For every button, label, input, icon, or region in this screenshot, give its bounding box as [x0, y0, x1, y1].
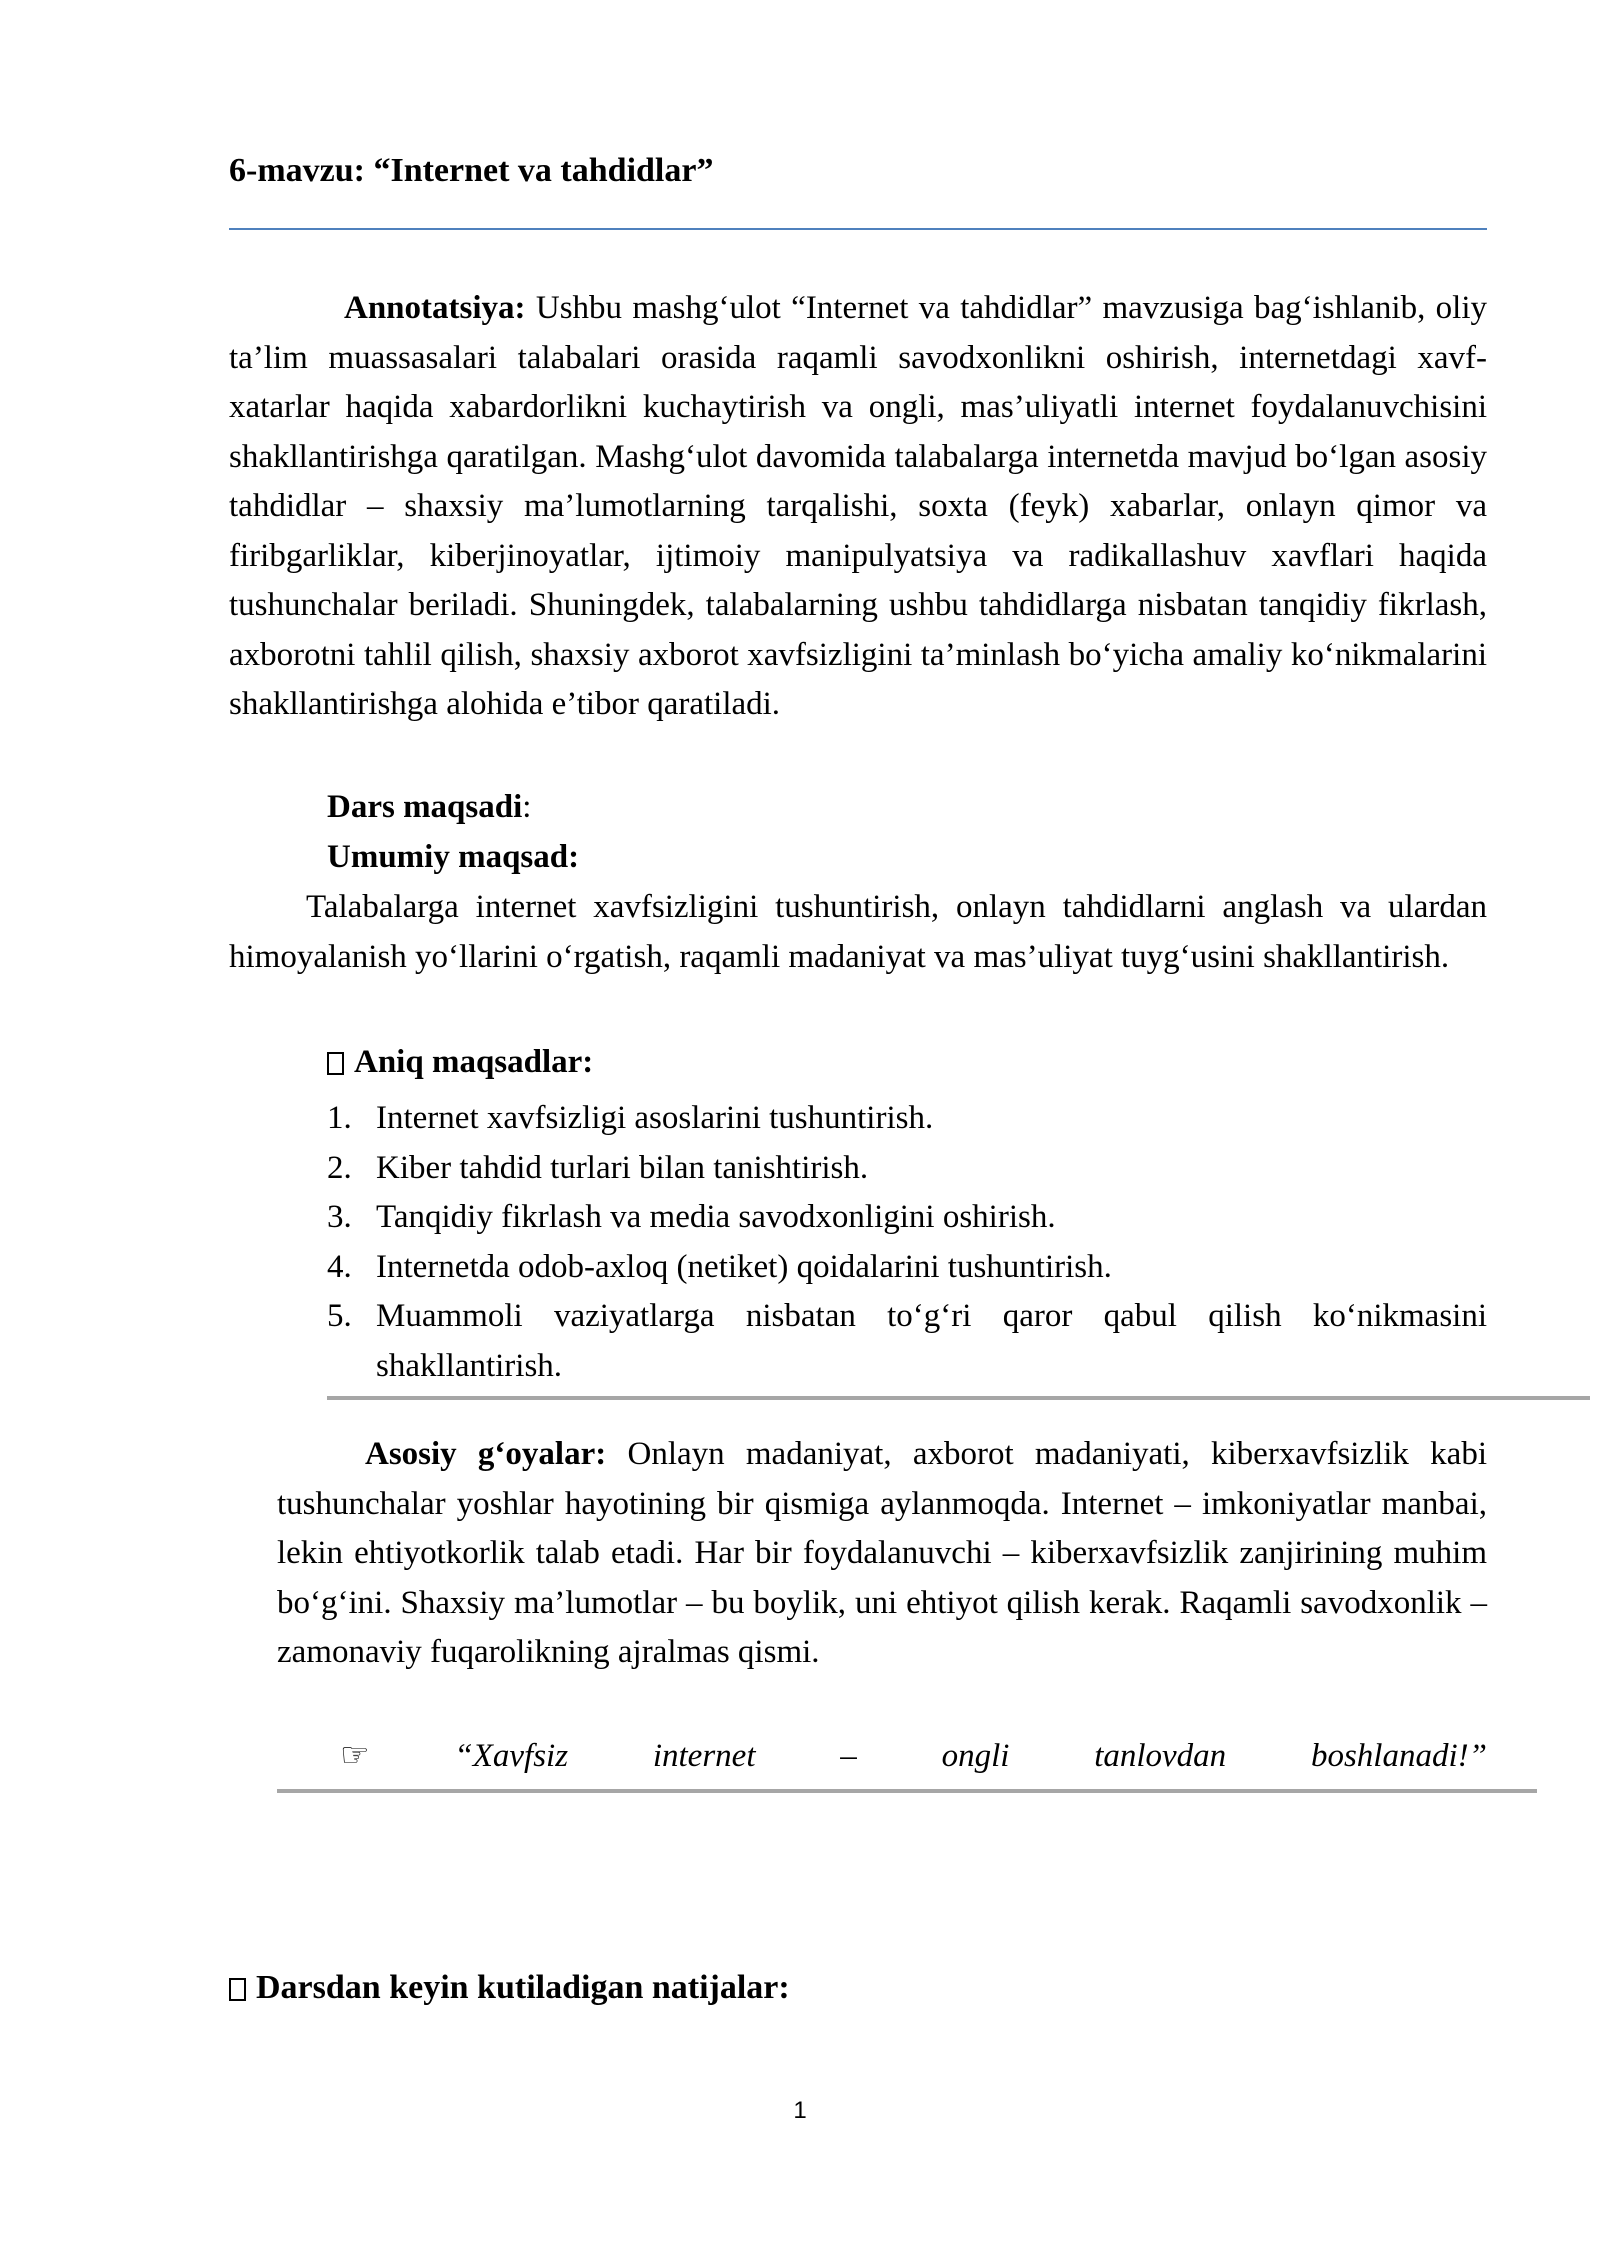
list-item-number: 3.: [327, 1199, 352, 1235]
list-item-text: Muammoli vaziyatlarga nisbatan to‘g‘ri qaror qabul qilish ko‘nikmasini shakllantirish.: [376, 1298, 1487, 1384]
list-item-number: 1.: [327, 1100, 352, 1136]
quote-word: –: [840, 1738, 857, 1774]
list-item-number: 5.: [327, 1298, 352, 1334]
quote-word: ongli: [941, 1738, 1010, 1774]
main-ideas-label: Asosiy g‘oyalar:: [365, 1436, 607, 1472]
quote-word: boshlanadi!”: [1310, 1738, 1487, 1774]
list-item: [327, 1144, 1487, 1194]
checkbox-bullet-icon: [327, 1052, 344, 1075]
list-item: [327, 1094, 1487, 1144]
page-number: 1: [793, 2097, 807, 2124]
annotation-label: Annotatsiya:: [344, 290, 526, 326]
lesson-goal-heading-colon: :: [522, 789, 532, 825]
annotation-paragraph: [229, 284, 1487, 730]
specific-goals-heading: [327, 1038, 593, 1088]
title-divider: [229, 228, 1487, 230]
section-divider: [327, 1396, 1590, 1400]
list-item: [327, 1193, 1487, 1243]
quote-word: tanlovdan: [1094, 1738, 1227, 1774]
list-item-number: 4.: [327, 1248, 352, 1285]
quote-word: “Xavfsiz: [454, 1738, 569, 1774]
general-goal-text: Talabalarga internet xavfsizligini tushuntirish, onlayn tahdidlarni anglash va ulardan himoyalanish yo‘llarini o‘rgatish, raqamli madaniyat va mas’uliyat tuyg‘usini shakllantirish.: [229, 889, 1487, 975]
quote-word: internet: [652, 1738, 756, 1774]
checkbox-bullet-icon: [229, 1978, 246, 2001]
annotation-text: Ushbu mashg‘ulot “Internet va tahdidlar” mavzusiga bag‘ishlanib, oliy ta’lim muassasalari talabalari orasida raqamli savodxonlikni oshirish, internetdagi xavf-xatarlar haqida xabardorlikni kuchaytirish va ongli, mas’uliyatli internet foydalanuvchisini shakllantirishga qaratilgan. Mashg‘ulot davomida talabalarga internetda mavjud bo‘lgan asosiy tahdidlar – shaxsiy ma’lumotlarning tarqalishi, soxta (feyk) xabarlar, onlayn qimor va firibgarliklar, kiberjinoyatlar, ijtimoiy manipulyatsiya va radikallashuv xavflari haqida tushunchalar beriladi. Shuningdek, talabalarning ushbu tahdidlarga nisbatan tanqidiy fikrlash, axborotni tahlil qilish, shaxsiy axborot xavfsizligini ta’minlash bo‘yicha amaliy ko‘nikmalarini shakllantirishga alohida e’tibor qaratiladi.: [229, 290, 1487, 722]
list-item: [327, 1292, 1487, 1391]
page-title: 6-mavzu: “Internet va tahdidlar”: [229, 152, 714, 189]
main-ideas-paragraph: [277, 1430, 1487, 1678]
motto-quote: [340, 1732, 1487, 1782]
expected-results-heading: [229, 1963, 790, 2013]
list-item: [327, 1243, 1487, 1293]
pointing-hand-icon: ☞: [340, 1738, 370, 1774]
main-ideas-text: Onlayn madaniyat, axborot madaniyati, kiberxavfsizlik kabi tushunchalar yoshlar hayotining bir qismiga aylanmoqda. Internet – imkoniyatlar manbai, lekin ehtiyotkorlik talab etadi. Har bir foydalanuvchi – kiberxavfsizlik zanjirining muhim bo‘g‘ini. Shaxsiy ma’lumotlar – bu boylik, uni ehtiyot qilish kerak. Raqamli savodxonlik – zamonaviy fuqarolikning ajralmas qismi.: [277, 1436, 1487, 1670]
quote-divider: [277, 1789, 1537, 1793]
list-item-text: Internetda odob-axloq (netiket) qoidalarini tushuntirish.: [376, 1248, 1112, 1285]
expected-results-heading-text: Darsdan keyin kutiladigan natijalar:: [256, 1969, 790, 2006]
lesson-goal-heading: [327, 783, 531, 833]
specific-goals-list: [327, 1094, 1487, 1391]
list-item-text: Internet xavfsizligi asoslarini tushuntirish.: [376, 1100, 934, 1136]
lesson-goal-heading-text: Dars maqsadi: [327, 789, 523, 825]
general-goal-heading: Umumiy maqsad:: [327, 839, 580, 875]
list-item-number: 2.: [327, 1149, 352, 1186]
list-item-text: Kiber tahdid turlari bilan tanishtirish.: [376, 1149, 869, 1186]
specific-goals-heading-text: Aniq maqsadlar:: [354, 1044, 594, 1080]
list-item-text: Tanqidiy fikrlash va media savodxonligini oshirish.: [376, 1199, 1056, 1235]
